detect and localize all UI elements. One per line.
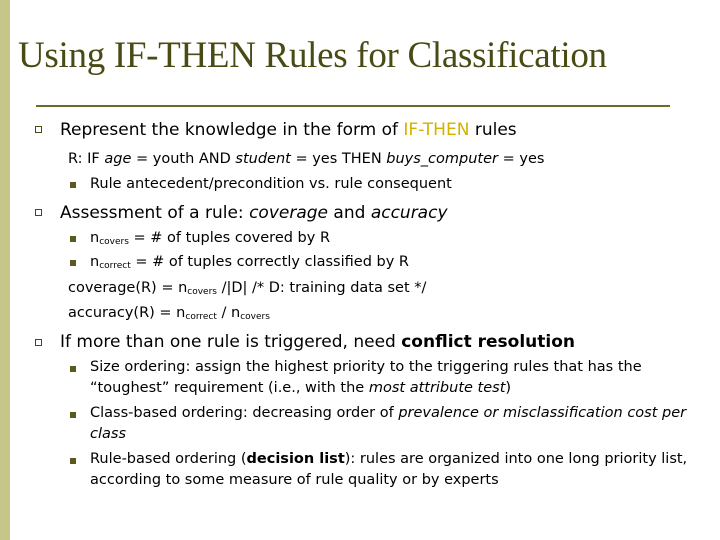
text: Rule-based ordering ( (90, 451, 247, 467)
text: R: IF (68, 151, 105, 167)
text: Assessment of a rule: (60, 203, 250, 223)
bullet-knowledge-form (60, 120, 517, 140)
text: Size ordering: assign the highest priority to the triggering rules that has the “toughest” requirement (i.e., with the (90, 359, 642, 396)
text: accuracy(R) = n (68, 305, 186, 321)
text: rules (469, 120, 517, 140)
text: n (90, 254, 100, 270)
text: = yes THEN (290, 151, 387, 167)
text: n (90, 230, 100, 246)
coverage-formula (68, 280, 426, 297)
bold-text: decision list (246, 451, 345, 467)
bullet-icon (35, 339, 42, 346)
text: = yes (498, 151, 545, 167)
text: If more than one rule is triggered, need (60, 332, 402, 352)
text: most attribute test (368, 380, 506, 396)
text: coverage(R) = n (68, 280, 188, 296)
text: accuracy (370, 203, 448, 223)
text: /|D| /* D: training data set */ (216, 280, 427, 296)
text: and (328, 203, 371, 223)
text: ): rules are organized into one long priority list, according to some measure of rule quality or by experts (90, 451, 688, 488)
bullet-icon (35, 209, 42, 216)
text: Class-based ordering: decreasing order of (90, 405, 399, 421)
bullet-conflict-resolution (60, 332, 575, 352)
accuracy-formula (68, 305, 270, 322)
bullet-icon (70, 458, 76, 464)
text: = # of tuples correctly classified by R (130, 254, 409, 270)
text: prevalence or misclassification cost per class (90, 405, 687, 442)
sub-bullet-size-ordering (90, 357, 702, 399)
subscript: correct (185, 312, 217, 322)
bullet-icon (70, 366, 76, 372)
text: age (104, 151, 132, 167)
slide-accent-bar (0, 0, 10, 540)
title-underline (36, 105, 670, 107)
subscript: covers (240, 312, 270, 322)
text: = # of tuples covered by R (128, 230, 331, 246)
highlight-text: IF-THEN (403, 120, 470, 140)
text: ) (505, 380, 512, 396)
bullet-icon (70, 260, 76, 266)
bullet-icon (35, 126, 42, 133)
bullet-icon (70, 182, 76, 188)
text: buys_computer (386, 151, 498, 167)
bold-text: conflict resolution (401, 332, 576, 352)
sub-bullet-class-ordering (90, 403, 702, 445)
subscript: correct (99, 261, 131, 271)
text: student (235, 151, 291, 167)
text: = youth AND (131, 151, 236, 167)
bullet-icon (70, 412, 76, 418)
rule-example (68, 151, 544, 167)
subscript: covers (187, 287, 217, 297)
ncorrect-definition (90, 254, 409, 271)
subscript: covers (99, 237, 129, 247)
slide-title: Using IF-THEN Rules for Classification (18, 35, 607, 76)
sub-bullet-rule-ordering (90, 449, 702, 491)
bullet-assessment (60, 203, 448, 223)
sub-bullet-antecedent: Rule antecedent/precondition vs. rule consequent (90, 176, 452, 192)
text: coverage (249, 203, 329, 223)
bullet-icon (70, 236, 76, 242)
text: / n (216, 305, 241, 321)
ncovers-definition (90, 230, 330, 247)
text: Represent the knowledge in the form of (60, 120, 404, 140)
